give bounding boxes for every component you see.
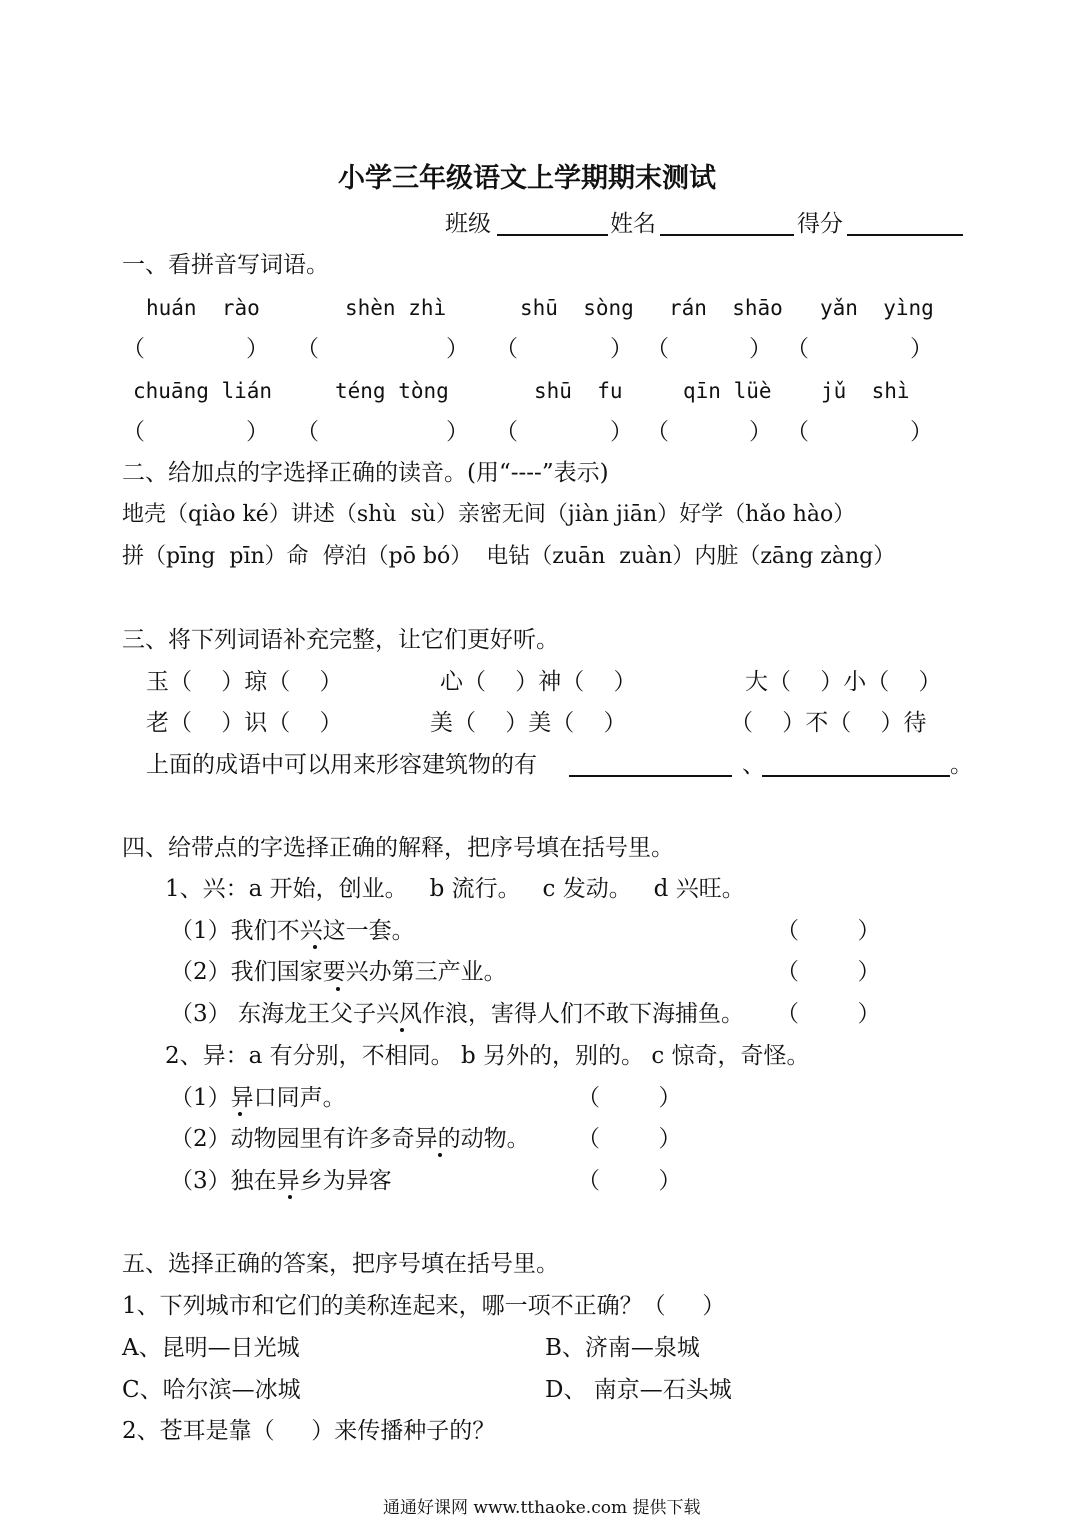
pinyin-1-3: shū sòng [520, 296, 634, 320]
pinyin-1-1: huán rào [146, 296, 260, 320]
answer-paren-2-4-open: （ [646, 419, 669, 445]
answer-paren-2-5-open: （ [786, 419, 809, 445]
emphasis-dot-xing-3 [400, 1028, 404, 1032]
class-label: 班级 [445, 211, 491, 237]
section-4-heading: 四、给带点的字选择正确的解释，把序号填在括号里。 [122, 835, 674, 861]
sentence-end: 。 [950, 752, 973, 778]
question-4-1-item-3: （3） 东海龙王父子兴风作浪，害得人们不敢下海捕鱼。 [170, 1001, 744, 1027]
class-blank [497, 234, 608, 236]
pinyin-1-2: shèn zhì [345, 296, 447, 320]
answer-paren-2-3-close: ） [610, 419, 633, 445]
idiom-1-3: 大（ ）小（ ） [745, 669, 942, 695]
answer-paren-4-2-2: （ ） [577, 1126, 682, 1152]
score-label: 得分 [797, 211, 843, 237]
answer-paren-2-2-open: （ [296, 419, 319, 445]
answer-paren-2-1-open: （ [122, 419, 145, 445]
answer-paren-1-3-close: ） [610, 336, 633, 362]
section-1-heading: 一、看拼音写词语。 [122, 252, 329, 278]
idiom-1-2: 心（ ）神（ ） [440, 669, 637, 695]
score-blank [847, 234, 963, 236]
answer-paren-1-2-close: ） [446, 336, 469, 362]
name-blank [660, 234, 794, 236]
answer-paren-4-1-2: （ ） [776, 959, 881, 985]
footer-source: 通通好课网 www.tthaoke.com 提供下载 [383, 1498, 701, 1518]
emphasis-dot-yi-3 [288, 1195, 292, 1199]
answer-paren-1-2-open: （ [296, 336, 319, 362]
pinyin-2-4: qīn lüè [683, 379, 772, 403]
option-d: D、 南京—石头城 [545, 1377, 732, 1403]
answer-paren-1-1-open: （ [122, 336, 145, 362]
question-4-2-item-2: （2）动物园里有许多奇异的动物。 [170, 1126, 530, 1152]
question-4-2-item-1: （1）异口同声。 [170, 1085, 346, 1111]
answer-paren-2-3-open: （ [495, 419, 518, 445]
option-b: B、济南—泉城 [545, 1335, 700, 1361]
question-5-2: 2、苍耳是靠（ ）来传播种子的？ [122, 1418, 496, 1444]
pinyin-2-5: jǔ shì [821, 379, 910, 403]
question-4-2-item-3: （3）独在异乡为异客 [170, 1168, 392, 1194]
answer-paren-2-5-close: ） [910, 419, 933, 445]
answer-paren-1-5-close: ） [910, 336, 933, 362]
idiom-1-1: 玉（ ）琼（ ） [146, 669, 343, 695]
answer-paren-1-5-open: （ [786, 336, 809, 362]
question-4-1-title: 1、兴：a 开始，创业。 b 流行。 c 发动。 d 兴旺。 [165, 876, 745, 902]
pinyin-2-1: chuāng lián [133, 379, 273, 403]
emphasis-dot-xing-1 [313, 945, 317, 949]
section-5-heading: 五、选择正确的答案，把序号填在括号里。 [122, 1251, 559, 1277]
emphasis-dot-xing-2 [336, 987, 340, 991]
emphasis-dot-yi-2 [438, 1153, 442, 1157]
building-idiom-prompt: 上面的成语中可以用来形容建筑物的有 [146, 752, 537, 778]
answer-paren-4-2-3: （ ） [577, 1168, 682, 1194]
section-2-heading: 二、给加点的字选择正确的读音。(用“----”表示) [122, 460, 609, 486]
blank-separator: 、 [742, 752, 765, 778]
answer-paren-2-4-close: ） [749, 419, 772, 445]
answer-paren-2-2-close: ） [446, 419, 469, 445]
pinyin-1-4: rán shāo [669, 296, 783, 320]
answer-paren-4-2-1: （ ） [577, 1085, 682, 1111]
name-label: 姓名 [610, 211, 656, 237]
answer-paren-1-4-close: ） [749, 336, 772, 362]
idiom-2-1: 老（ ）识（ ） [146, 710, 343, 736]
answer-paren-1-3-open: （ [495, 336, 518, 362]
idiom-2-2: 美（ ）美（ ） [430, 710, 627, 736]
answer-paren-2-1-close: ） [246, 419, 269, 445]
section-3-heading: 三、将下列词语补充完整，让它们更好听。 [122, 627, 559, 653]
question-4-1-item-1: （1）我们不兴这一套。 [170, 918, 415, 944]
question-4-2-title: 2、异：a 有分别，不相同。 b 另外的，别的。 c 惊奇，奇怪。 [165, 1043, 810, 1069]
pinyin-1-5: yǎn yìng [820, 296, 934, 320]
answer-paren-4-1-3: （ ） [776, 1001, 881, 1027]
option-c: C、哈尔滨—冰城 [122, 1377, 301, 1403]
question-4-1-item-2: （2）我们国家要兴办第三产业。 [170, 959, 507, 985]
answer-paren-1-1-close: ） [246, 336, 269, 362]
question-5-1: 1、下列城市和它们的美称连起来，哪一项不正确？（ ） [122, 1293, 726, 1319]
pinyin-2-3: shū fu [534, 379, 623, 403]
page-title: 小学三年级语文上学期期末测试 [338, 163, 716, 194]
building-idiom-blank-1 [569, 775, 732, 777]
section-2-line-2: 拼（pīng pīn）命 停泊（pō bó） 电钻（zuān zuàn）内脏（zāng zàng） [122, 544, 896, 569]
answer-paren-4-1-1: （ ） [776, 918, 881, 944]
building-idiom-blank-2 [762, 775, 950, 777]
emphasis-dot-yi-1 [238, 1112, 242, 1116]
pinyin-2-2: téng tòng [335, 379, 449, 403]
section-2-line-1: 地壳（qiào ké）讲述（shù sù）亲密无间（jiàn jiān）好学（hǎo hào） [122, 502, 856, 527]
answer-paren-1-4-open: （ [646, 336, 669, 362]
option-a: A、昆明—日光城 [122, 1335, 300, 1361]
idiom-2-3: （ ）不（ ）待 [730, 710, 927, 736]
